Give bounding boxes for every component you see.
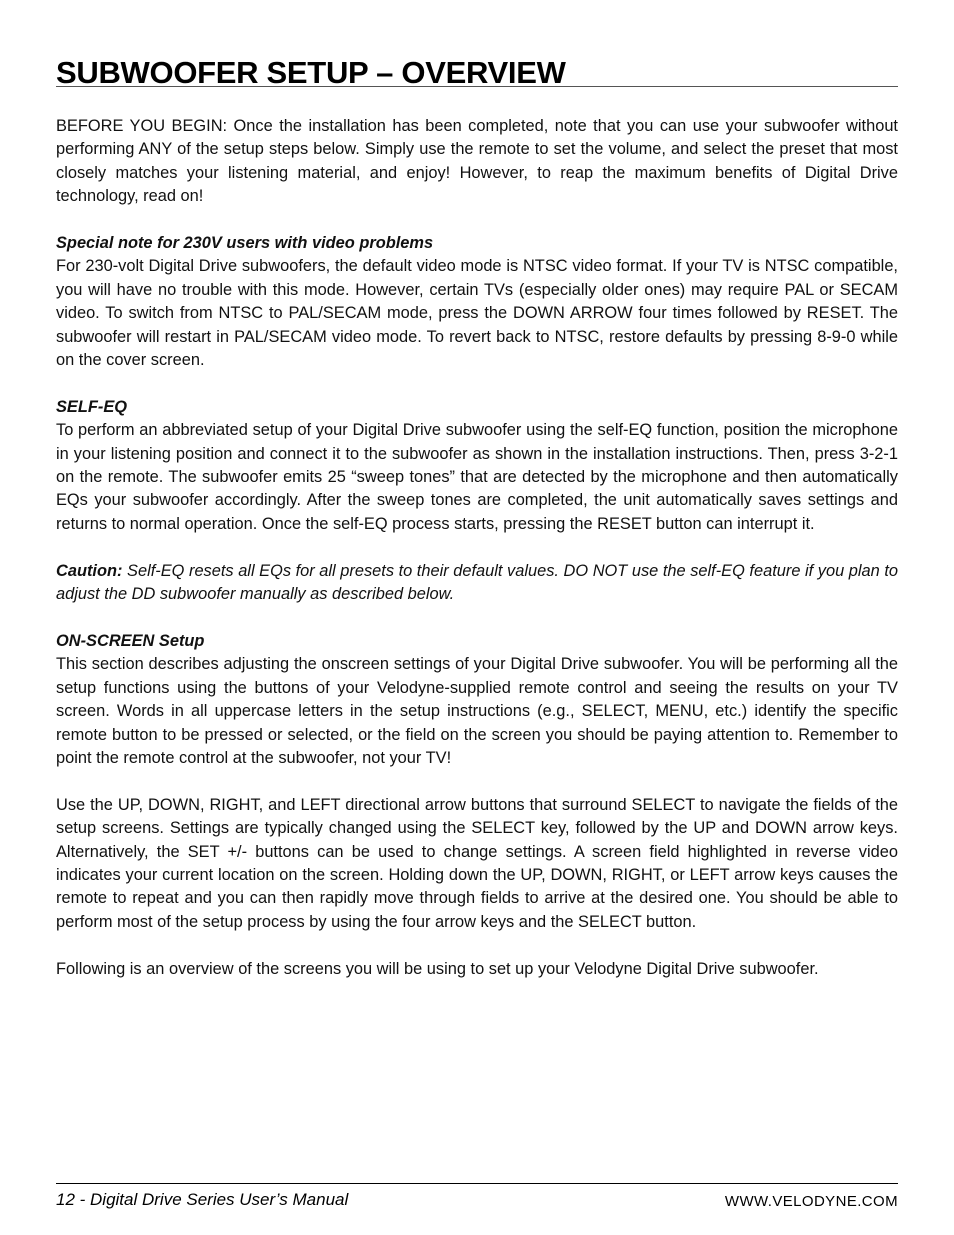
self-eq-heading: SELF-EQ — [56, 397, 128, 416]
self-eq-paragraph: To perform an abbreviated setup of your Digital Drive subwoofer using the self-EQ function, position the microphone in your listening position and connect it to the subwoofer as shown in the installation instructions. Then, press 3-2-1 on the remote. The subwoofer emits 25 “sweep tones” that are detected by the microphone and then automatically EQs your subwoofer accordingly. After the sweep tones are completed, the unit automatically saves settings and returns to normal operation. Once the self-EQ process starts, pressing the RESET button can interrupt it. — [56, 421, 898, 533]
onscreen-paragraph-2: Use the UP, DOWN, RIGHT, and LEFT directional arrow buttons that surround SELECT to navigate the fields of the setup screens. Settings are typically changed using the SELECT key, followed by the UP and DOWN arrow keys. Alternatively, the SET +/- buttons can be used to change settings. A screen field highlighted in reverse video indicates your current location on the screen. Holding down the UP, DOWN, RIGHT, or LEFT arrow keys causes the remote to repeat and you can then rapidly move through fields to arrive at the desired one. You should be able to perform most of the setup process by using the four arrow keys and the SELECT button. — [56, 795, 898, 931]
caution-label: Caution: — [56, 561, 123, 580]
caution-paragraph — [56, 560, 898, 607]
onscreen-paragraph-3: Following is an overview of the screens you will be using to set up your Velodyne Digital Drive subwoofer. — [56, 959, 819, 978]
special-note-heading: Special note for 230V users with video problems — [56, 234, 434, 253]
intro-paragraph: BEFORE YOU BEGIN: Once the installation has been completed, note that you can use your subwoofer without performing ANY of the setup steps below. Simply use the remote to set the volume, and select the preset that most closely matches your listening material, and enjoy! However, to reap the maximum benefits of Digital Drive technology, read on! — [56, 117, 898, 206]
page-title: SUBWOOFER SETUP – OVERVIEW — [56, 55, 566, 90]
page-content — [56, 115, 898, 1004]
caution-text: Self-EQ resets all EQs for all presets to their default values. DO NOT use the self-EQ feature if you plan to adjust the DD subwoofer manually as described below. — [56, 561, 898, 604]
footer-divider — [56, 1183, 898, 1184]
onscreen-setup-heading: ON-SCREEN Setup — [56, 631, 205, 650]
title-divider — [56, 86, 898, 87]
special-note-paragraph: For 230-volt Digital Drive subwoofers, the default video mode is NTSC video format. If your TV is NTSC compatible, you will have no trouble with this mode. However, certain TVs (especially older ones) may require PAL or SECAM video. To switch from NTSC to PAL/SECAM mode, press the DOWN ARROW four times followed by RESET. The subwoofer will restart in PAL/SECAM video mode. To revert back to NTSC, restore defaults by pressing 8-9-0 while on the cover screen. — [56, 257, 898, 370]
footer-website: WWW.VELODYNE.COM — [724, 1193, 898, 1210]
footer-page-label: 12 - Digital Drive Series User’s Manual — [56, 1190, 349, 1209]
onscreen-paragraph-1: This section describes adjusting the onscreen settings of your Digital Drive subwoofer. You will be performing all the setup functions using the buttons of your Velodyne-supplied remote control and seeing the results on your TV screen. Words in all uppercase letters in the setup instructions (e.g., SELECT, MENU, etc.) identify the specific remote button to be pressed or selected, or the field on the screen you should be paying attention to. Remember to point the remote control at the subwoofer, not your TV! — [56, 655, 898, 767]
